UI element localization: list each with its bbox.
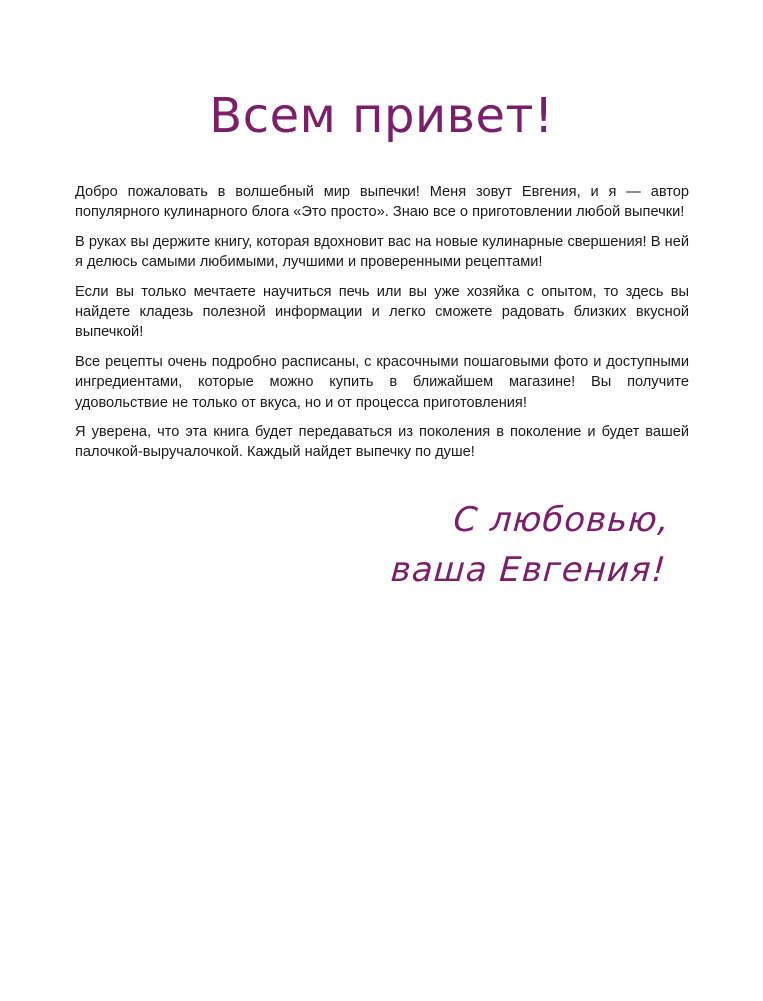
paragraph: Все рецепты очень подробно расписаны, с красочными пошаговыми фото и доступными ингредиентами, которые можно купить в ближайшем магазине! Вы получите удовольствие не только от вкуса, но и от процесса приготовления!	[75, 353, 689, 411]
paragraph: Если вы только мечтаете научиться печь или вы уже хозяйка с опытом, то здесь вы найдете кладезь полезной информации и легко сможете радовать близких вкусной выпечкой!	[75, 283, 689, 341]
intro-text	[75, 182, 689, 472]
page-title: Всем привет!	[209, 88, 554, 144]
signature-line-1: С любовью,	[452, 500, 672, 540]
signature-line-2: ваша Евгения!	[389, 550, 668, 590]
paragraph: Я уверена, что эта книга будет передаваться из поколения в поколение и будет вашей палочкой-выручалочкой. Каждый найдет выпечку по душе!	[75, 424, 689, 461]
paragraph: В руках вы держите книгу, которая вдохновит вас на новые кулинарные свершения! В ней я делюсь самыми любимыми, лучшими и проверенными рецептами!	[75, 233, 689, 271]
signature	[345, 495, 672, 595]
paragraph: Добро пожаловать в волшебный мир выпечки! Меня зовут Евгения, и я — автор популярного кулинарного блога «Это просто». Знаю все о приготовлении любой выпечки!	[75, 184, 689, 221]
